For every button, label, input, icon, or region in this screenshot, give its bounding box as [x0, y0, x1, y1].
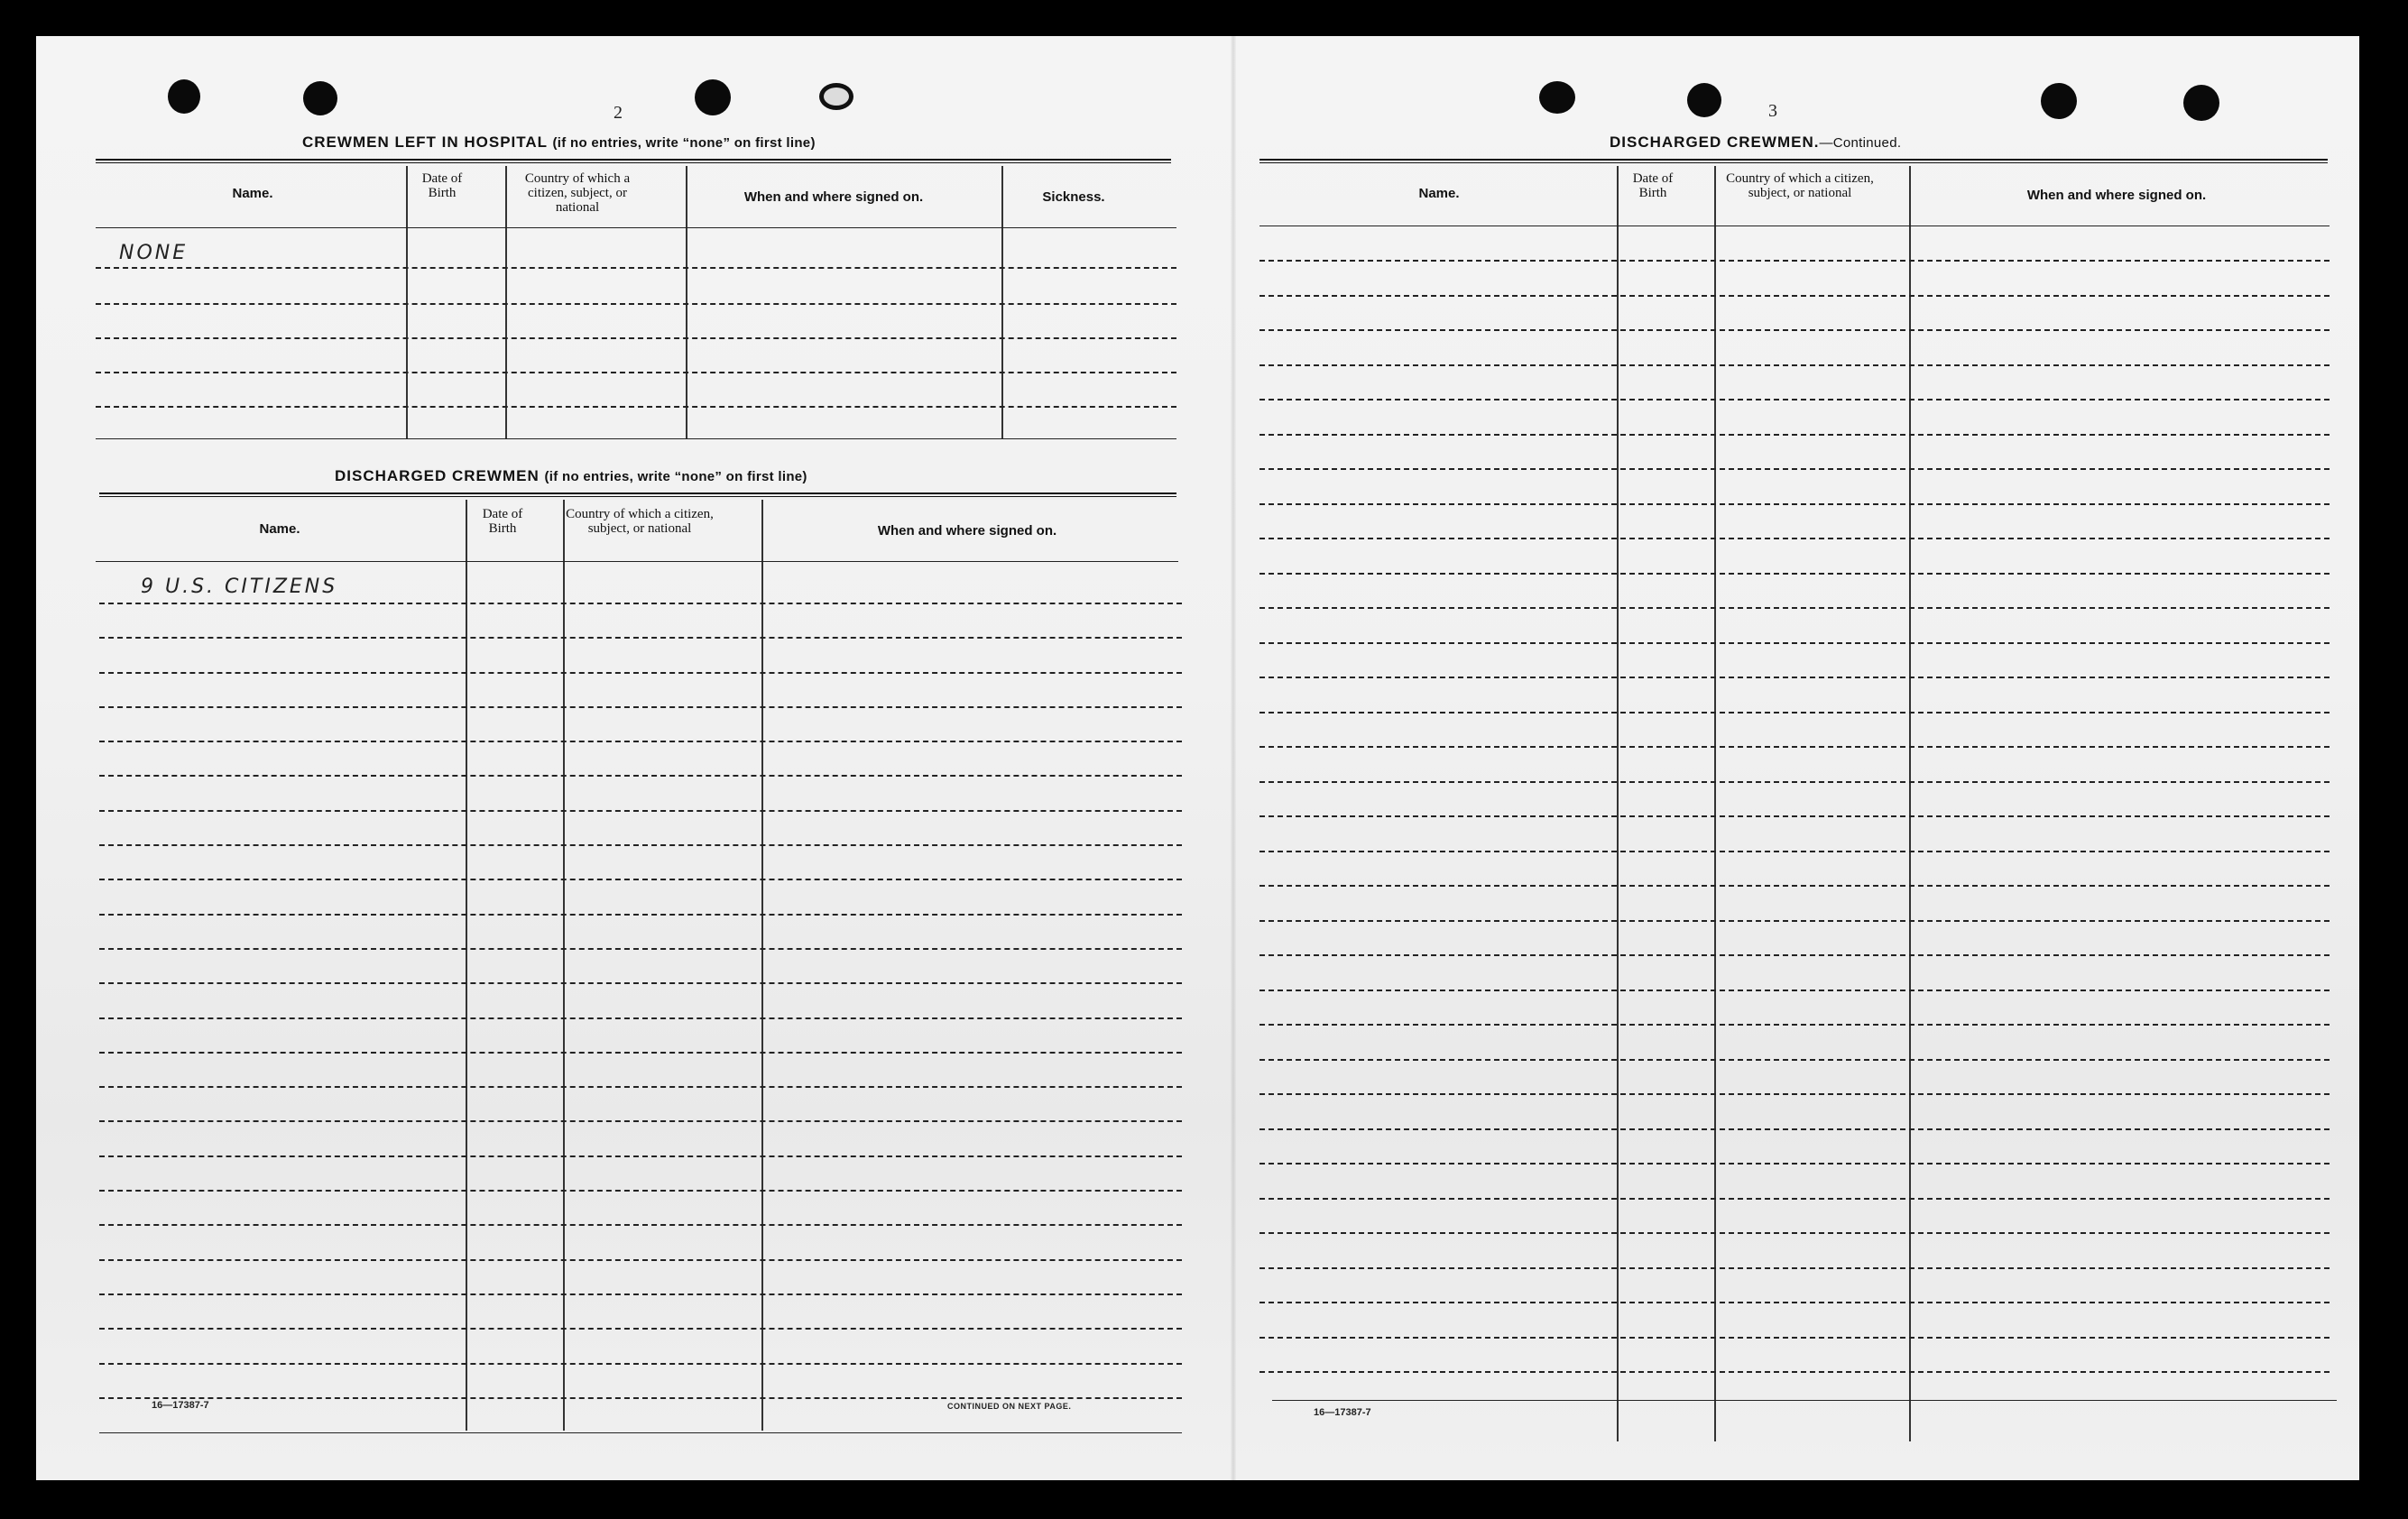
entry-line — [99, 1155, 1182, 1157]
entry-line — [96, 406, 1176, 408]
entry-line — [1259, 364, 2330, 366]
entry-line — [1259, 815, 2330, 817]
entry-line — [1259, 573, 2330, 575]
discharged-continued-title — [1610, 133, 1901, 152]
entry-line — [99, 879, 1182, 880]
hospital-col-country: Country of which a citizen, subject, or national — [524, 171, 631, 215]
entry-line — [1259, 1024, 2330, 1026]
discharged-col-dob: Date of Birth — [482, 507, 523, 536]
discharged-title-text: DISCHARGED CREWMEN — [335, 467, 540, 484]
discharged-col-name: Name. — [259, 521, 300, 537]
page-number-left: 2 — [614, 103, 623, 123]
entry-line — [1259, 1337, 2330, 1339]
punch-hole — [2183, 85, 2219, 121]
entry-line — [99, 637, 1182, 639]
discharged-section-title — [335, 467, 807, 485]
hospital-col-dob: Date of Birth — [421, 171, 463, 200]
continued-col-name: Name. — [1418, 186, 1460, 201]
entry-line — [1259, 329, 2330, 331]
hospital-title-note: (if no entries, write “none” on first line) — [552, 135, 816, 151]
continued-top-rule — [1259, 159, 2328, 163]
entry-line — [1259, 399, 2330, 400]
continued-divider — [1714, 166, 1716, 1441]
punch-hole — [1539, 81, 1575, 114]
punch-hole — [1687, 83, 1721, 117]
entry-line — [1259, 920, 2330, 922]
entry-line — [1259, 295, 2330, 297]
entry-line — [99, 603, 1182, 604]
hospital-title-text: CREWMEN LEFT IN HOSPITAL — [302, 133, 548, 151]
entry-line — [1259, 1302, 2330, 1303]
entry-line — [1259, 1371, 2330, 1373]
continued-title-suffix: —Continued. — [1819, 135, 1902, 151]
entry-line — [1259, 642, 2330, 644]
discharged-title-note: (if no entries, write “none” on first line) — [544, 469, 807, 484]
hospital-bottom-rule — [96, 438, 1176, 439]
entry-line — [99, 1293, 1182, 1295]
entry-line — [1259, 746, 2330, 748]
punch-hole — [303, 81, 337, 115]
hospital-first-entry: NONE — [119, 242, 189, 264]
hospital-top-rule — [96, 159, 1171, 163]
discharged-divider — [466, 500, 467, 1431]
entry-line — [99, 672, 1182, 674]
continued-col-signed: When and where signed on. — [2026, 188, 2207, 203]
continued-col-country: Country of which a citizen, subject, or national — [1726, 171, 1874, 200]
entry-line — [99, 1086, 1182, 1088]
entry-line — [96, 267, 1176, 269]
hospital-section-title — [302, 133, 816, 152]
entry-line — [1259, 1267, 2330, 1269]
entry-line — [1259, 990, 2330, 991]
page-number-right: 3 — [1768, 101, 1777, 121]
discharged-first-entry: 9 U.S. CITIZENS — [141, 575, 338, 598]
entry-line — [96, 372, 1176, 373]
entry-line — [99, 844, 1182, 846]
entry-line — [96, 337, 1176, 339]
entry-line — [99, 775, 1182, 777]
entry-line — [99, 1120, 1182, 1122]
entry-line — [1259, 1232, 2330, 1234]
hospital-col-signed: When and where signed on. — [743, 189, 924, 205]
discharged-divider — [761, 500, 763, 1431]
continued-divider — [1617, 166, 1619, 1441]
entry-line — [99, 1190, 1182, 1192]
entry-line — [99, 1397, 1182, 1399]
continued-note: CONTINUED ON NEXT PAGE. — [947, 1402, 1072, 1411]
entry-line — [1259, 538, 2330, 539]
punch-hole — [819, 83, 853, 110]
hospital-col-name: Name. — [232, 186, 273, 201]
punch-hole — [695, 79, 731, 115]
punch-hole — [168, 79, 200, 114]
discharged-top-rule — [99, 493, 1176, 497]
entry-line — [99, 1363, 1182, 1365]
entry-line — [1259, 954, 2330, 956]
entry-line — [99, 914, 1182, 916]
entry-line — [1259, 434, 2330, 436]
entry-line — [1259, 781, 2330, 783]
entry-line — [1259, 885, 2330, 887]
continued-title-text: DISCHARGED CREWMEN. — [1610, 133, 1820, 151]
discharged-col-country: Country of which a citizen, subject, or national — [566, 507, 714, 536]
hospital-divider — [686, 166, 687, 438]
entry-line — [1259, 1059, 2330, 1061]
entry-line — [99, 1017, 1182, 1019]
discharged-header-rule — [96, 561, 1178, 562]
hospital-col-sickness: Sickness. — [1042, 189, 1105, 205]
entry-line — [99, 741, 1182, 742]
discharged-col-signed: When and where signed on. — [877, 523, 1057, 539]
entry-line — [1259, 677, 2330, 678]
form-number-right: 16—17387-7 — [1314, 1407, 1371, 1418]
hospital-divider — [1001, 166, 1003, 438]
continued-divider — [1909, 166, 1911, 1441]
entry-line — [99, 948, 1182, 950]
entry-line — [1259, 1198, 2330, 1200]
entry-line — [1259, 607, 2330, 609]
document-sheet — [36, 36, 2359, 1480]
hospital-header-rule — [96, 227, 1176, 228]
entry-line — [1259, 1128, 2330, 1130]
entry-line — [1259, 503, 2330, 505]
form-number-left: 16—17387-7 — [152, 1400, 209, 1411]
entry-line — [1259, 851, 2330, 852]
entry-line — [99, 982, 1182, 984]
entry-line — [99, 1052, 1182, 1054]
entry-line — [99, 1259, 1182, 1261]
discharged-bottom-rule — [99, 1432, 1182, 1433]
entry-line — [1259, 1093, 2330, 1095]
entry-line — [1259, 1163, 2330, 1165]
hospital-divider — [406, 166, 408, 438]
entry-line — [99, 1224, 1182, 1226]
entry-line — [1259, 468, 2330, 470]
entry-line — [99, 810, 1182, 812]
discharged-divider — [563, 500, 565, 1431]
entry-line — [1259, 712, 2330, 713]
entry-line — [99, 706, 1182, 708]
page-fold — [1231, 36, 1236, 1480]
punch-hole — [2041, 83, 2077, 119]
entry-line — [99, 1328, 1182, 1330]
entry-line — [96, 303, 1176, 305]
continued-col-dob: Date of Birth — [1632, 171, 1674, 200]
continued-bottom-rule — [1272, 1400, 2337, 1401]
hospital-divider — [505, 166, 507, 438]
entry-line — [1259, 260, 2330, 262]
